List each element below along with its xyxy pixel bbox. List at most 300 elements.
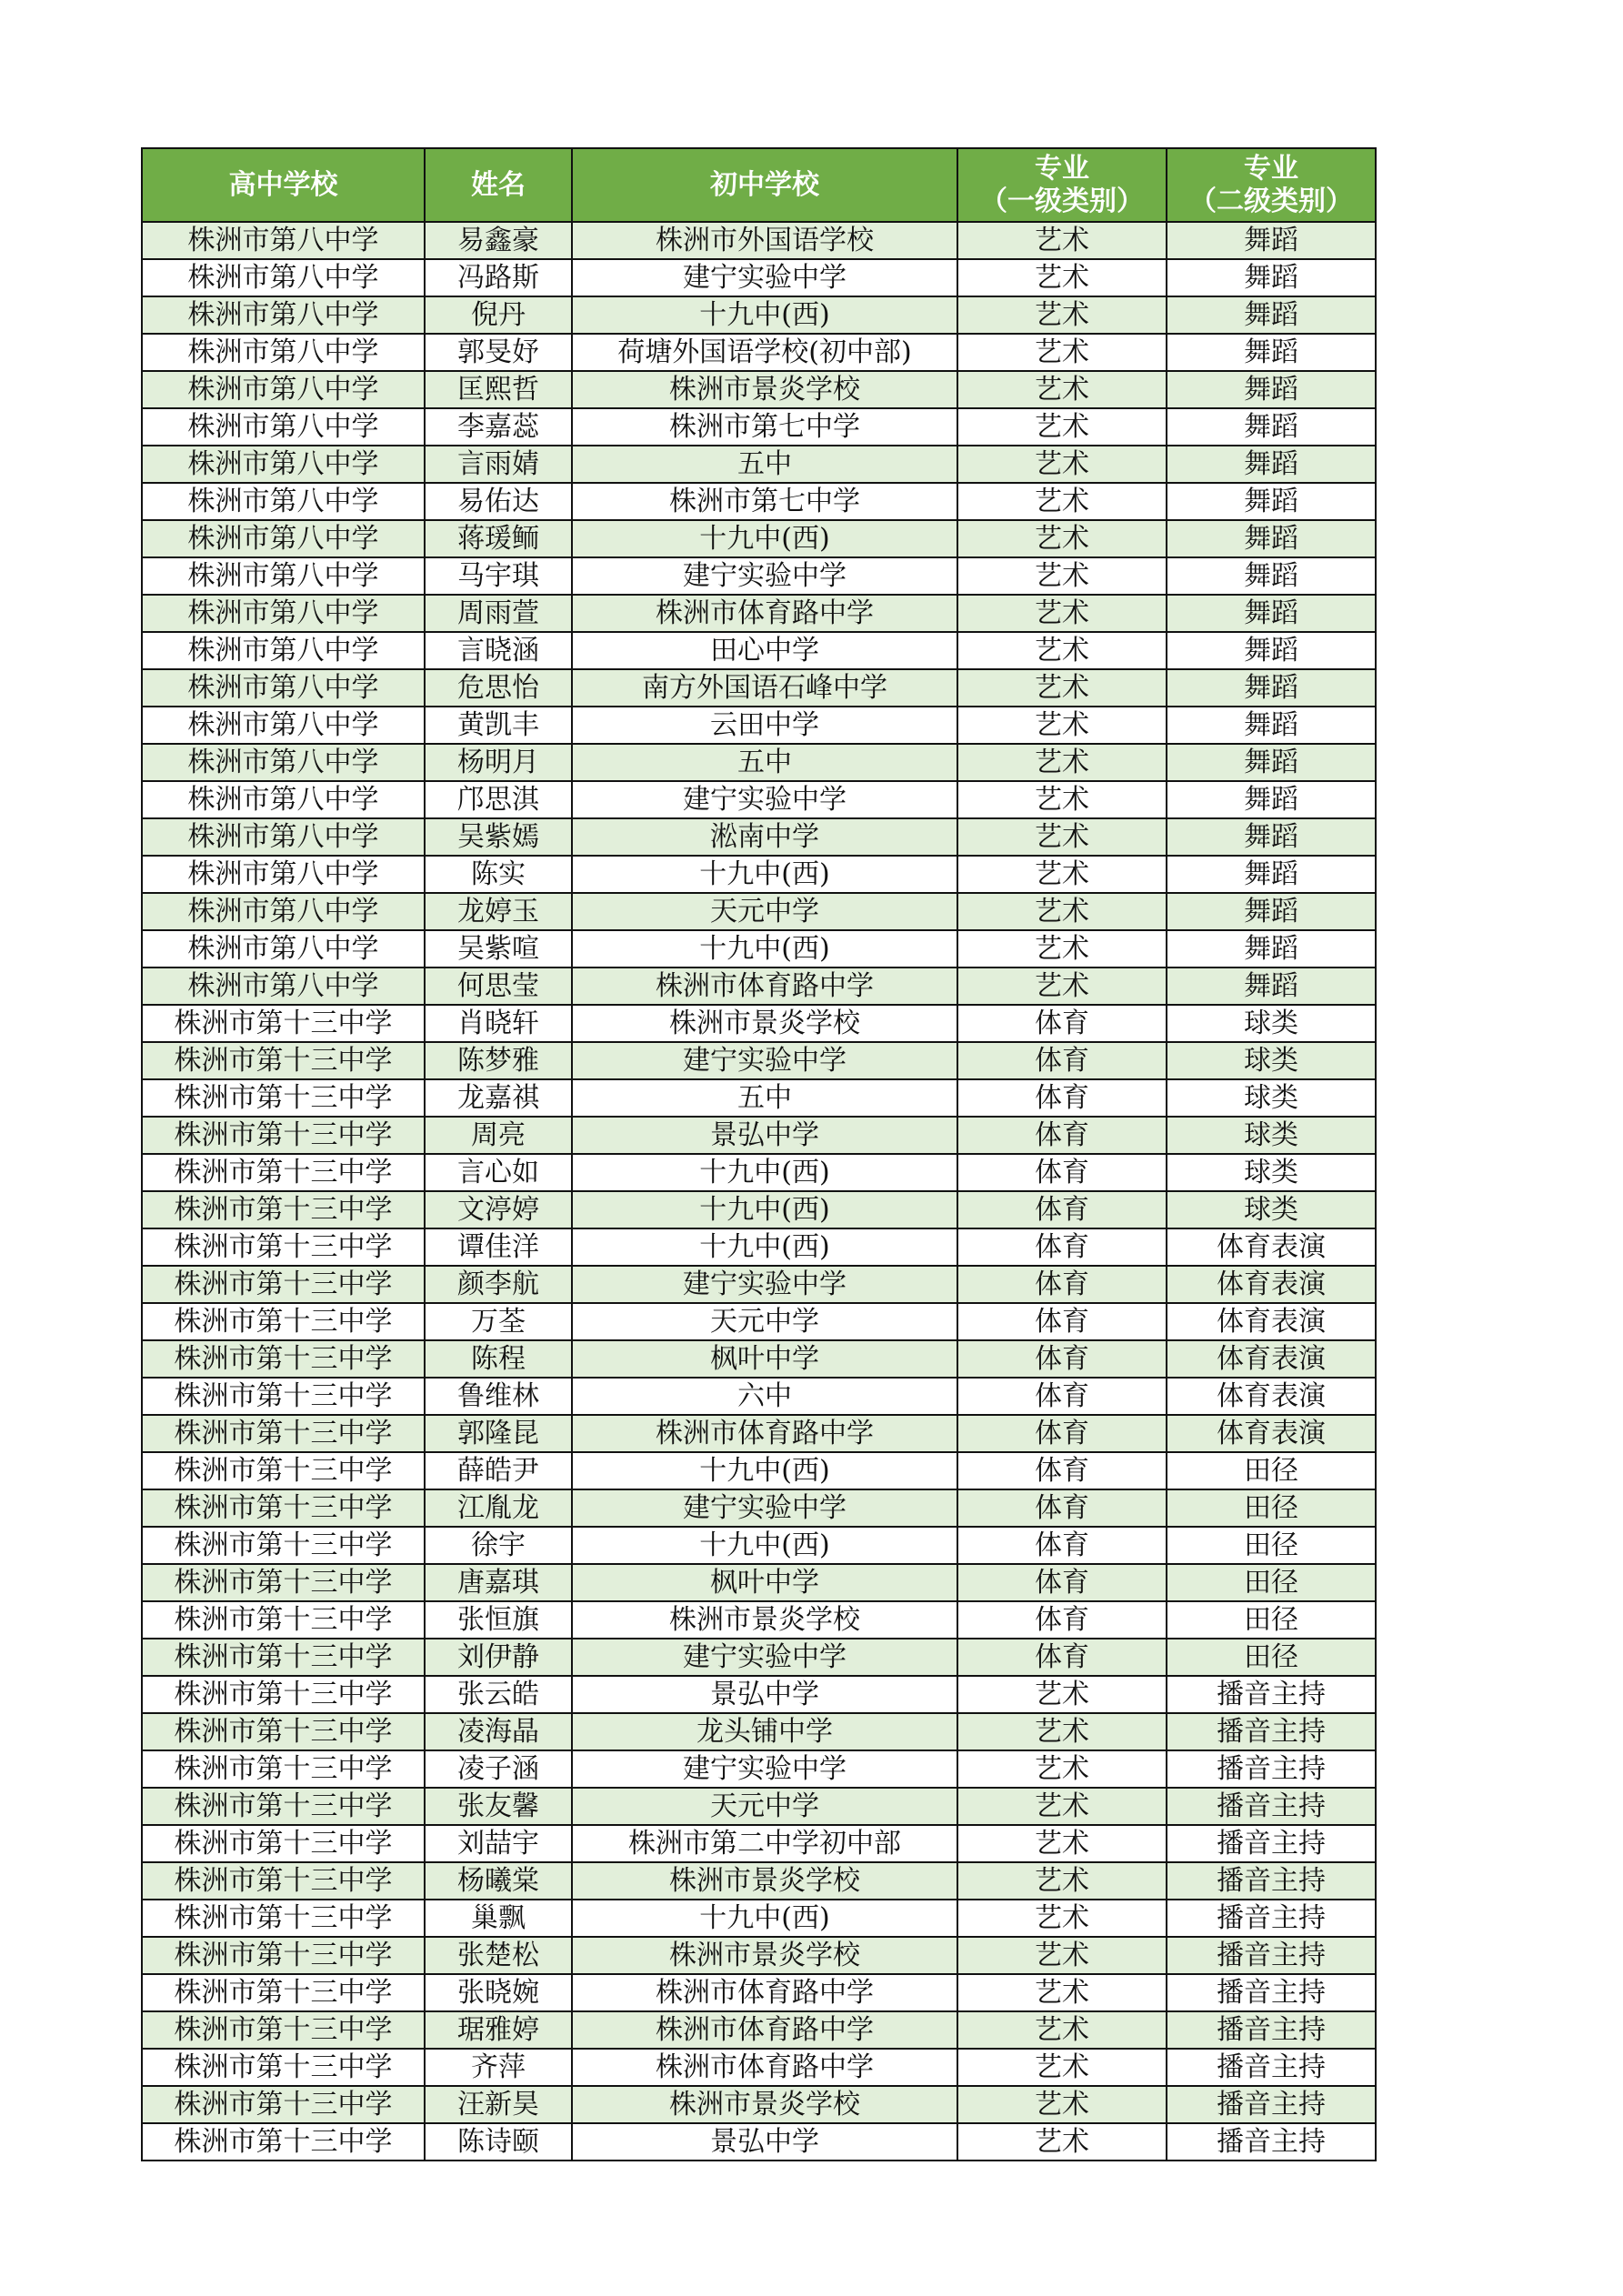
- table-row: [142, 1340, 1376, 1378]
- table-row: [142, 483, 1376, 520]
- cell-middle-school: 株洲市体育路中学: [572, 2011, 957, 2049]
- cell-middle-school: 株洲市体育路中学: [572, 595, 957, 632]
- cell-major-level2: 播音主持: [1167, 1825, 1376, 1862]
- table-row: [142, 1117, 1376, 1154]
- table-row: [142, 1788, 1376, 1825]
- cell-name: 凌海晶: [425, 1713, 572, 1750]
- cell-name: 危思怡: [425, 669, 572, 707]
- cell-major-level1: 艺术: [957, 1788, 1167, 1825]
- cell-major-level1: 体育: [957, 1005, 1167, 1042]
- cell-high-school: 株洲市第十三中学: [142, 1303, 425, 1340]
- cell-name: 江胤龙: [425, 1489, 572, 1527]
- cell-major-level2: 播音主持: [1167, 1937, 1376, 1974]
- cell-name: 刘伊静: [425, 1639, 572, 1676]
- cell-middle-school: 天元中学: [572, 1788, 957, 1825]
- cell-middle-school: 建宁实验中学: [572, 1489, 957, 1527]
- cell-name: 张云皓: [425, 1676, 572, 1713]
- cell-major-level2: 体育表演: [1167, 1228, 1376, 1266]
- cell-middle-school: 株洲市第二中学初中部: [572, 1825, 957, 1862]
- cell-high-school: 株洲市第十三中学: [142, 1378, 425, 1415]
- cell-name: 言心如: [425, 1154, 572, 1191]
- cell-high-school: 株洲市第十三中学: [142, 1489, 425, 1527]
- table-row: [142, 1601, 1376, 1639]
- cell-middle-school: 五中: [572, 744, 957, 781]
- cell-major-level1: 体育: [957, 1452, 1167, 1489]
- cell-middle-school: 株洲市景炎学校: [572, 2086, 957, 2123]
- cell-major-level1: 艺术: [957, 520, 1167, 557]
- cell-name: 龙嘉祺: [425, 1079, 572, 1117]
- cell-major-level1: 艺术: [957, 781, 1167, 818]
- cell-major-level1: 艺术: [957, 1676, 1167, 1713]
- cell-middle-school: 株洲市体育路中学: [572, 1415, 957, 1452]
- cell-middle-school: 建宁实验中学: [572, 1750, 957, 1788]
- cell-high-school: 株洲市第十三中学: [142, 1900, 425, 1937]
- cell-high-school: 株洲市第八中学: [142, 930, 425, 968]
- cell-middle-school: 十九中(西): [572, 296, 957, 334]
- table-row: [142, 1713, 1376, 1750]
- cell-name: 龙婷玉: [425, 893, 572, 930]
- cell-high-school: 株洲市第十三中学: [142, 1825, 425, 1862]
- cell-middle-school: 十九中(西): [572, 520, 957, 557]
- cell-major-level1: 艺术: [957, 744, 1167, 781]
- table-row: [142, 1750, 1376, 1788]
- cell-major-level2: 舞蹈: [1167, 856, 1376, 893]
- cell-middle-school: 建宁实验中学: [572, 557, 957, 595]
- cell-major-level1: 艺术: [957, 595, 1167, 632]
- cell-major-level1: 艺术: [957, 1825, 1167, 1862]
- cell-major-level1: 艺术: [957, 818, 1167, 856]
- cell-high-school: 株洲市第十三中学: [142, 1862, 425, 1900]
- cell-major-level1: 体育: [957, 1154, 1167, 1191]
- cell-high-school: 株洲市第十三中学: [142, 1974, 425, 2011]
- cell-name: 郭隆昆: [425, 1415, 572, 1452]
- header-high-school: 高中学校: [142, 148, 425, 222]
- table-row: [142, 446, 1376, 483]
- table-row: [142, 1974, 1376, 2011]
- cell-name: 黄凯丰: [425, 707, 572, 744]
- cell-major-level1: 艺术: [957, 1713, 1167, 1750]
- cell-name: 唐嘉琪: [425, 1564, 572, 1601]
- cell-name: 蒋瑗鲕: [425, 520, 572, 557]
- cell-high-school: 株洲市第八中学: [142, 893, 425, 930]
- cell-name: 马宇琪: [425, 557, 572, 595]
- cell-high-school: 株洲市第十三中学: [142, 1340, 425, 1378]
- cell-middle-school: 枫叶中学: [572, 1340, 957, 1378]
- cell-major-level2: 田径: [1167, 1639, 1376, 1676]
- table-row: [142, 893, 1376, 930]
- cell-major-level2: 田径: [1167, 1489, 1376, 1527]
- cell-major-level2: 播音主持: [1167, 1900, 1376, 1937]
- table-row: [142, 1266, 1376, 1303]
- cell-major-level1: 体育: [957, 1042, 1167, 1079]
- header-major-level1: [957, 148, 1167, 222]
- cell-major-level2: 球类: [1167, 1117, 1376, 1154]
- header-major-level1-line2: （一级类别）: [980, 185, 1144, 217]
- cell-name: 倪丹: [425, 296, 572, 334]
- cell-major-level2: 球类: [1167, 1154, 1376, 1191]
- cell-high-school: 株洲市第八中学: [142, 707, 425, 744]
- cell-middle-school: 田心中学: [572, 632, 957, 669]
- cell-name: 言晓涵: [425, 632, 572, 669]
- cell-high-school: 株洲市第八中学: [142, 334, 425, 371]
- header-major-level2-line1: 专业: [1244, 152, 1298, 185]
- cell-middle-school: 建宁实验中学: [572, 1266, 957, 1303]
- cell-high-school: 株洲市第八中学: [142, 296, 425, 334]
- cell-name: 周雨萱: [425, 595, 572, 632]
- cell-major-level1: 艺术: [957, 334, 1167, 371]
- table-row: [142, 818, 1376, 856]
- table-row: [142, 1079, 1376, 1117]
- table-row: [142, 1937, 1376, 1974]
- cell-name: 易鑫豪: [425, 222, 572, 259]
- cell-middle-school: 云田中学: [572, 707, 957, 744]
- cell-major-level2: 播音主持: [1167, 1788, 1376, 1825]
- table-row: [142, 856, 1376, 893]
- cell-high-school: 株洲市第八中学: [142, 632, 425, 669]
- cell-major-level1: 艺术: [957, 483, 1167, 520]
- cell-name: 万荃: [425, 1303, 572, 1340]
- cell-middle-school: 建宁实验中学: [572, 1639, 957, 1676]
- cell-middle-school: 株洲市外国语学校: [572, 222, 957, 259]
- cell-high-school: 株洲市第十三中学: [142, 1527, 425, 1564]
- cell-major-level2: 体育表演: [1167, 1266, 1376, 1303]
- cell-name: 陈程: [425, 1340, 572, 1378]
- table-row: [142, 1042, 1376, 1079]
- cell-major-level2: 舞蹈: [1167, 669, 1376, 707]
- table-row: [142, 1005, 1376, 1042]
- cell-name: 陈实: [425, 856, 572, 893]
- table-row: [142, 1415, 1376, 1452]
- cell-high-school: 株洲市第十三中学: [142, 1750, 425, 1788]
- cell-major-level2: 舞蹈: [1167, 446, 1376, 483]
- table-row: [142, 707, 1376, 744]
- cell-high-school: 株洲市第十三中学: [142, 1191, 425, 1228]
- cell-high-school: 株洲市第八中学: [142, 259, 425, 296]
- cell-major-level1: 艺术: [957, 1862, 1167, 1900]
- cell-high-school: 株洲市第八中学: [142, 557, 425, 595]
- cell-name: 言雨婧: [425, 446, 572, 483]
- cell-high-school: 株洲市第八中学: [142, 669, 425, 707]
- cell-major-level1: 艺术: [957, 632, 1167, 669]
- cell-major-level1: 艺术: [957, 1937, 1167, 1974]
- cell-major-level1: 艺术: [957, 1974, 1167, 2011]
- cell-middle-school: 六中: [572, 1378, 957, 1415]
- cell-major-level2: 舞蹈: [1167, 520, 1376, 557]
- cell-middle-school: 景弘中学: [572, 1676, 957, 1713]
- cell-major-level1: 艺术: [957, 930, 1167, 968]
- table-row: [142, 1564, 1376, 1601]
- header-major-level2-line2: （二级类别）: [1189, 185, 1353, 217]
- cell-major-level2: 播音主持: [1167, 2123, 1376, 2161]
- cell-major-level2: 田径: [1167, 1601, 1376, 1639]
- cell-name: 陈梦雅: [425, 1042, 572, 1079]
- cell-middle-school: 十九中(西): [572, 1154, 957, 1191]
- cell-major-level1: 艺术: [957, 371, 1167, 408]
- cell-high-school: 株洲市第八中学: [142, 520, 425, 557]
- cell-major-level2: 播音主持: [1167, 1676, 1376, 1713]
- cell-major-level1: 体育: [957, 1639, 1167, 1676]
- cell-high-school: 株洲市第八中学: [142, 371, 425, 408]
- cell-middle-school: 株洲市体育路中学: [572, 968, 957, 1005]
- cell-middle-school: 株洲市第七中学: [572, 483, 957, 520]
- cell-major-level1: 艺术: [957, 222, 1167, 259]
- table-row: [142, 1489, 1376, 1527]
- cell-major-level1: 艺术: [957, 669, 1167, 707]
- cell-name: 凌子涵: [425, 1750, 572, 1788]
- cell-major-level1: 体育: [957, 1191, 1167, 1228]
- cell-major-level2: 舞蹈: [1167, 222, 1376, 259]
- table-row: [142, 1378, 1376, 1415]
- table-row: [142, 2011, 1376, 2049]
- cell-major-level2: 体育表演: [1167, 1303, 1376, 1340]
- header-name: 姓名: [425, 148, 572, 222]
- cell-major-level1: 体育: [957, 1117, 1167, 1154]
- cell-high-school: 株洲市第十三中学: [142, 1788, 425, 1825]
- cell-middle-school: 十九中(西): [572, 1452, 957, 1489]
- cell-middle-school: 龙头铺中学: [572, 1713, 957, 1750]
- cell-high-school: 株洲市第十三中学: [142, 1415, 425, 1452]
- table-row: [142, 2086, 1376, 2123]
- table-row: [142, 669, 1376, 707]
- table-row: [142, 595, 1376, 632]
- cell-major-level2: 播音主持: [1167, 1713, 1376, 1750]
- table-row: [142, 744, 1376, 781]
- table-row: [142, 1862, 1376, 1900]
- table-row: [142, 930, 1376, 968]
- cell-major-level1: 艺术: [957, 2086, 1167, 2123]
- cell-major-level1: 艺术: [957, 408, 1167, 446]
- cell-name: 颜李航: [425, 1266, 572, 1303]
- cell-major-level1: 体育: [957, 1489, 1167, 1527]
- cell-major-level2: 舞蹈: [1167, 595, 1376, 632]
- cell-major-level2: 舞蹈: [1167, 259, 1376, 296]
- cell-major-level2: 舞蹈: [1167, 296, 1376, 334]
- cell-name: 易佑达: [425, 483, 572, 520]
- cell-name: 文渟婷: [425, 1191, 572, 1228]
- table-body: [142, 222, 1376, 2161]
- cell-name: 何思莹: [425, 968, 572, 1005]
- cell-major-level1: 艺术: [957, 856, 1167, 893]
- cell-middle-school: 十九中(西): [572, 856, 957, 893]
- cell-major-level2: 舞蹈: [1167, 744, 1376, 781]
- cell-middle-school: 株洲市景炎学校: [572, 1937, 957, 1974]
- cell-major-level2: 播音主持: [1167, 1974, 1376, 2011]
- table-row: [142, 520, 1376, 557]
- cell-middle-school: 景弘中学: [572, 2123, 957, 2161]
- cell-high-school: 株洲市第八中学: [142, 856, 425, 893]
- cell-major-level2: 球类: [1167, 1079, 1376, 1117]
- cell-high-school: 株洲市第十三中学: [142, 1117, 425, 1154]
- cell-name: 琚雅婷: [425, 2011, 572, 2049]
- cell-name: 冯路斯: [425, 259, 572, 296]
- cell-major-level2: 田径: [1167, 1564, 1376, 1601]
- table-row: [142, 259, 1376, 296]
- table-row: [142, 1452, 1376, 1489]
- cell-middle-school: 五中: [572, 446, 957, 483]
- cell-major-level1: 艺术: [957, 1750, 1167, 1788]
- cell-high-school: 株洲市第八中学: [142, 483, 425, 520]
- cell-high-school: 株洲市第八中学: [142, 818, 425, 856]
- cell-major-level2: 球类: [1167, 1191, 1376, 1228]
- cell-name: 郭旻妤: [425, 334, 572, 371]
- table-row: [142, 2123, 1376, 2161]
- table-row: [142, 1676, 1376, 1713]
- cell-name: 徐宇: [425, 1527, 572, 1564]
- cell-major-level2: 舞蹈: [1167, 707, 1376, 744]
- cell-major-level2: 体育表演: [1167, 1378, 1376, 1415]
- cell-major-level2: 舞蹈: [1167, 334, 1376, 371]
- cell-major-level1: 体育: [957, 1079, 1167, 1117]
- cell-middle-school: 枫叶中学: [572, 1564, 957, 1601]
- cell-high-school: 株洲市第八中学: [142, 408, 425, 446]
- table-row: [142, 1527, 1376, 1564]
- cell-major-level1: 体育: [957, 1266, 1167, 1303]
- cell-name: 汪新昊: [425, 2086, 572, 2123]
- cell-middle-school: 十九中(西): [572, 1900, 957, 1937]
- cell-high-school: 株洲市第十三中学: [142, 1564, 425, 1601]
- cell-name: 张晓婉: [425, 1974, 572, 2011]
- cell-name: 杨曦棠: [425, 1862, 572, 1900]
- cell-high-school: 株洲市第十三中学: [142, 1937, 425, 1974]
- cell-high-school: 株洲市第八中学: [142, 968, 425, 1005]
- cell-middle-school: 建宁实验中学: [572, 259, 957, 296]
- cell-high-school: 株洲市第十三中学: [142, 2123, 425, 2161]
- table-row: [142, 968, 1376, 1005]
- cell-middle-school: 株洲市体育路中学: [572, 1974, 957, 2011]
- cell-high-school: 株洲市第十三中学: [142, 1713, 425, 1750]
- table-row: [142, 2049, 1376, 2086]
- cell-major-level1: 体育: [957, 1415, 1167, 1452]
- cell-high-school: 株洲市第十三中学: [142, 1005, 425, 1042]
- cell-major-level2: 球类: [1167, 1042, 1376, 1079]
- cell-major-level1: 艺术: [957, 1900, 1167, 1937]
- cell-name: 张恒旗: [425, 1601, 572, 1639]
- cell-major-level2: 舞蹈: [1167, 930, 1376, 968]
- cell-major-level2: 播音主持: [1167, 2049, 1376, 2086]
- cell-name: 齐萍: [425, 2049, 572, 2086]
- cell-name: 鲁维林: [425, 1378, 572, 1415]
- cell-middle-school: 淞南中学: [572, 818, 957, 856]
- cell-major-level2: 舞蹈: [1167, 408, 1376, 446]
- cell-high-school: 株洲市第十三中学: [142, 1154, 425, 1191]
- cell-name: 肖晓轩: [425, 1005, 572, 1042]
- cell-high-school: 株洲市第十三中学: [142, 2086, 425, 2123]
- cell-major-level1: 艺术: [957, 707, 1167, 744]
- cell-major-level2: 体育表演: [1167, 1340, 1376, 1378]
- cell-middle-school: 株洲市景炎学校: [572, 1862, 957, 1900]
- table-row: [142, 222, 1376, 259]
- table-row: [142, 1303, 1376, 1340]
- cell-major-level1: 艺术: [957, 2049, 1167, 2086]
- cell-major-level2: 舞蹈: [1167, 818, 1376, 856]
- cell-name: 巢飘: [425, 1900, 572, 1937]
- cell-major-level2: 舞蹈: [1167, 371, 1376, 408]
- cell-high-school: 株洲市第十三中学: [142, 2011, 425, 2049]
- cell-high-school: 株洲市第十三中学: [142, 2049, 425, 2086]
- cell-major-level2: 舞蹈: [1167, 483, 1376, 520]
- table-row: [142, 1900, 1376, 1937]
- cell-major-level2: 舞蹈: [1167, 632, 1376, 669]
- cell-name: 刘喆宇: [425, 1825, 572, 1862]
- cell-middle-school: 建宁实验中学: [572, 781, 957, 818]
- cell-major-level1: 艺术: [957, 2123, 1167, 2161]
- table-row: [142, 1228, 1376, 1266]
- cell-high-school: 株洲市第八中学: [142, 781, 425, 818]
- cell-major-level2: 球类: [1167, 1005, 1376, 1042]
- cell-major-level1: 艺术: [957, 446, 1167, 483]
- cell-high-school: 株洲市第十三中学: [142, 1676, 425, 1713]
- table-header: [142, 148, 1376, 222]
- cell-major-level1: 艺术: [957, 968, 1167, 1005]
- cell-middle-school: 荷塘外国语学校(初中部): [572, 334, 957, 371]
- cell-major-level2: 舞蹈: [1167, 893, 1376, 930]
- cell-high-school: 株洲市第十三中学: [142, 1452, 425, 1489]
- cell-name: 李嘉蕊: [425, 408, 572, 446]
- cell-middle-school: 十九中(西): [572, 1191, 957, 1228]
- cell-high-school: 株洲市第十三中学: [142, 1042, 425, 1079]
- cell-high-school: 株洲市第八中学: [142, 744, 425, 781]
- table-row: [142, 1154, 1376, 1191]
- cell-name: 吴紫喧: [425, 930, 572, 968]
- table-row: [142, 781, 1376, 818]
- cell-major-level2: 田径: [1167, 1452, 1376, 1489]
- table-row: [142, 334, 1376, 371]
- cell-high-school: 株洲市第十三中学: [142, 1228, 425, 1266]
- cell-high-school: 株洲市第十三中学: [142, 1266, 425, 1303]
- cell-middle-school: 株洲市景炎学校: [572, 371, 957, 408]
- cell-high-school: 株洲市第八中学: [142, 222, 425, 259]
- cell-middle-school: 株洲市第七中学: [572, 408, 957, 446]
- cell-major-level1: 体育: [957, 1340, 1167, 1378]
- cell-middle-school: 十九中(西): [572, 930, 957, 968]
- cell-major-level1: 艺术: [957, 557, 1167, 595]
- cell-middle-school: 天元中学: [572, 1303, 957, 1340]
- cell-high-school: 株洲市第八中学: [142, 595, 425, 632]
- cell-major-level2: 体育表演: [1167, 1415, 1376, 1452]
- cell-name: 张友馨: [425, 1788, 572, 1825]
- table-row: [142, 1639, 1376, 1676]
- header-major-level1-line1: 专业: [1035, 152, 1089, 185]
- cell-major-level1: 体育: [957, 1601, 1167, 1639]
- cell-major-level1: 艺术: [957, 296, 1167, 334]
- cell-major-level2: 播音主持: [1167, 2011, 1376, 2049]
- cell-middle-school: 五中: [572, 1079, 957, 1117]
- cell-middle-school: 株洲市体育路中学: [572, 2049, 957, 2086]
- cell-middle-school: 景弘中学: [572, 1117, 957, 1154]
- table-row: [142, 296, 1376, 334]
- cell-major-level2: 播音主持: [1167, 2086, 1376, 2123]
- cell-major-level1: 艺术: [957, 259, 1167, 296]
- cell-name: 匡熙哲: [425, 371, 572, 408]
- table-row: [142, 371, 1376, 408]
- cell-middle-school: 建宁实验中学: [572, 1042, 957, 1079]
- cell-high-school: 株洲市第十三中学: [142, 1601, 425, 1639]
- header-major-level2: [1167, 148, 1376, 222]
- cell-major-level2: 舞蹈: [1167, 781, 1376, 818]
- cell-name: 邝思淇: [425, 781, 572, 818]
- cell-middle-school: 株洲市景炎学校: [572, 1005, 957, 1042]
- cell-middle-school: 株洲市景炎学校: [572, 1601, 957, 1639]
- cell-major-level2: 播音主持: [1167, 1750, 1376, 1788]
- cell-name: 吴紫嫣: [425, 818, 572, 856]
- cell-high-school: 株洲市第十三中学: [142, 1639, 425, 1676]
- cell-middle-school: 南方外国语石峰中学: [572, 669, 957, 707]
- cell-middle-school: 天元中学: [572, 893, 957, 930]
- cell-major-level1: 体育: [957, 1527, 1167, 1564]
- cell-major-level2: 舞蹈: [1167, 968, 1376, 1005]
- cell-major-level1: 艺术: [957, 2011, 1167, 2049]
- table-row: [142, 557, 1376, 595]
